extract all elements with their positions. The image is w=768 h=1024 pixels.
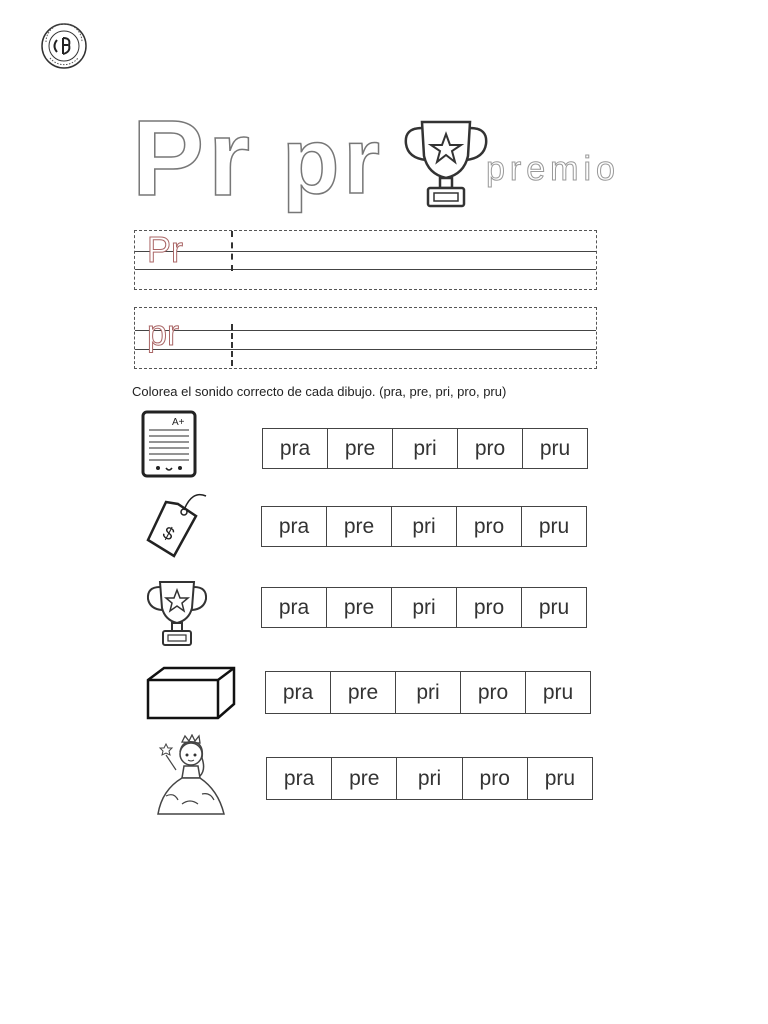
trophy-icon	[142, 578, 212, 650]
syllable-option[interactable]: pre	[332, 758, 397, 799]
practice-guide-letters: pr	[147, 312, 180, 353]
syllable-option[interactable]: pro	[457, 507, 522, 546]
syllable-option[interactable]: pra	[266, 672, 331, 713]
writing-practice-row-2[interactable]	[134, 307, 597, 369]
instruction-text: Colorea el sonido correcto de cada dibujo. (pra, pre, pri, pro, pru)	[132, 384, 507, 399]
school-seal-icon	[40, 22, 88, 70]
syllable-option[interactable]: pru	[542, 680, 574, 704]
exam-paper-icon	[136, 410, 206, 482]
syllable-option[interactable]: pro	[463, 758, 528, 799]
prism-box-icon	[144, 664, 236, 722]
title-uppercase-letters: Pr	[132, 97, 255, 218]
syllable-option[interactable]: pru	[544, 766, 576, 790]
syllable-option[interactable]: pri	[392, 588, 457, 627]
writing-practice-row-1[interactable]	[134, 230, 597, 290]
syllable-row-2	[261, 506, 587, 547]
title-lowercase-letters: pr	[282, 108, 384, 213]
syllable-option[interactable]: pre	[327, 588, 392, 627]
start-marker	[231, 324, 233, 366]
syllable-option[interactable]: pru	[538, 514, 570, 538]
syllable-option[interactable]: pri	[393, 429, 458, 468]
trophy-icon	[398, 116, 494, 212]
syllable-option[interactable]: pra	[263, 429, 328, 468]
syllable-option[interactable]: pro	[461, 672, 526, 713]
syllable-option[interactable]: pra	[267, 758, 332, 799]
price-tag-icon	[140, 488, 210, 560]
syllable-option[interactable]: pra	[262, 588, 327, 627]
practice-guide-letters: Pr	[147, 229, 183, 270]
syllable-row-4	[265, 671, 591, 714]
syllable-row-3	[261, 587, 587, 628]
syllable-option[interactable]: pru	[538, 595, 570, 619]
syllable-row-1	[262, 428, 588, 469]
svg-text:A+: A+	[172, 417, 185, 428]
syllable-option[interactable]: pre	[327, 507, 392, 546]
start-marker	[231, 231, 233, 271]
syllable-option[interactable]: pru	[539, 436, 571, 460]
word-premio: premio	[486, 150, 620, 188]
princess-icon	[152, 734, 228, 818]
svg-text:$: $	[159, 522, 178, 545]
syllable-row-5	[266, 757, 593, 800]
syllable-option[interactable]: pro	[457, 588, 522, 627]
syllable-option[interactable]: pri	[396, 672, 461, 713]
syllable-option[interactable]: pre	[331, 672, 396, 713]
syllable-option[interactable]: pro	[458, 429, 523, 468]
syllable-option[interactable]: pra	[262, 507, 327, 546]
syllable-option[interactable]: pri	[392, 507, 457, 546]
syllable-option[interactable]: pri	[397, 758, 462, 799]
syllable-option[interactable]: pre	[328, 429, 393, 468]
